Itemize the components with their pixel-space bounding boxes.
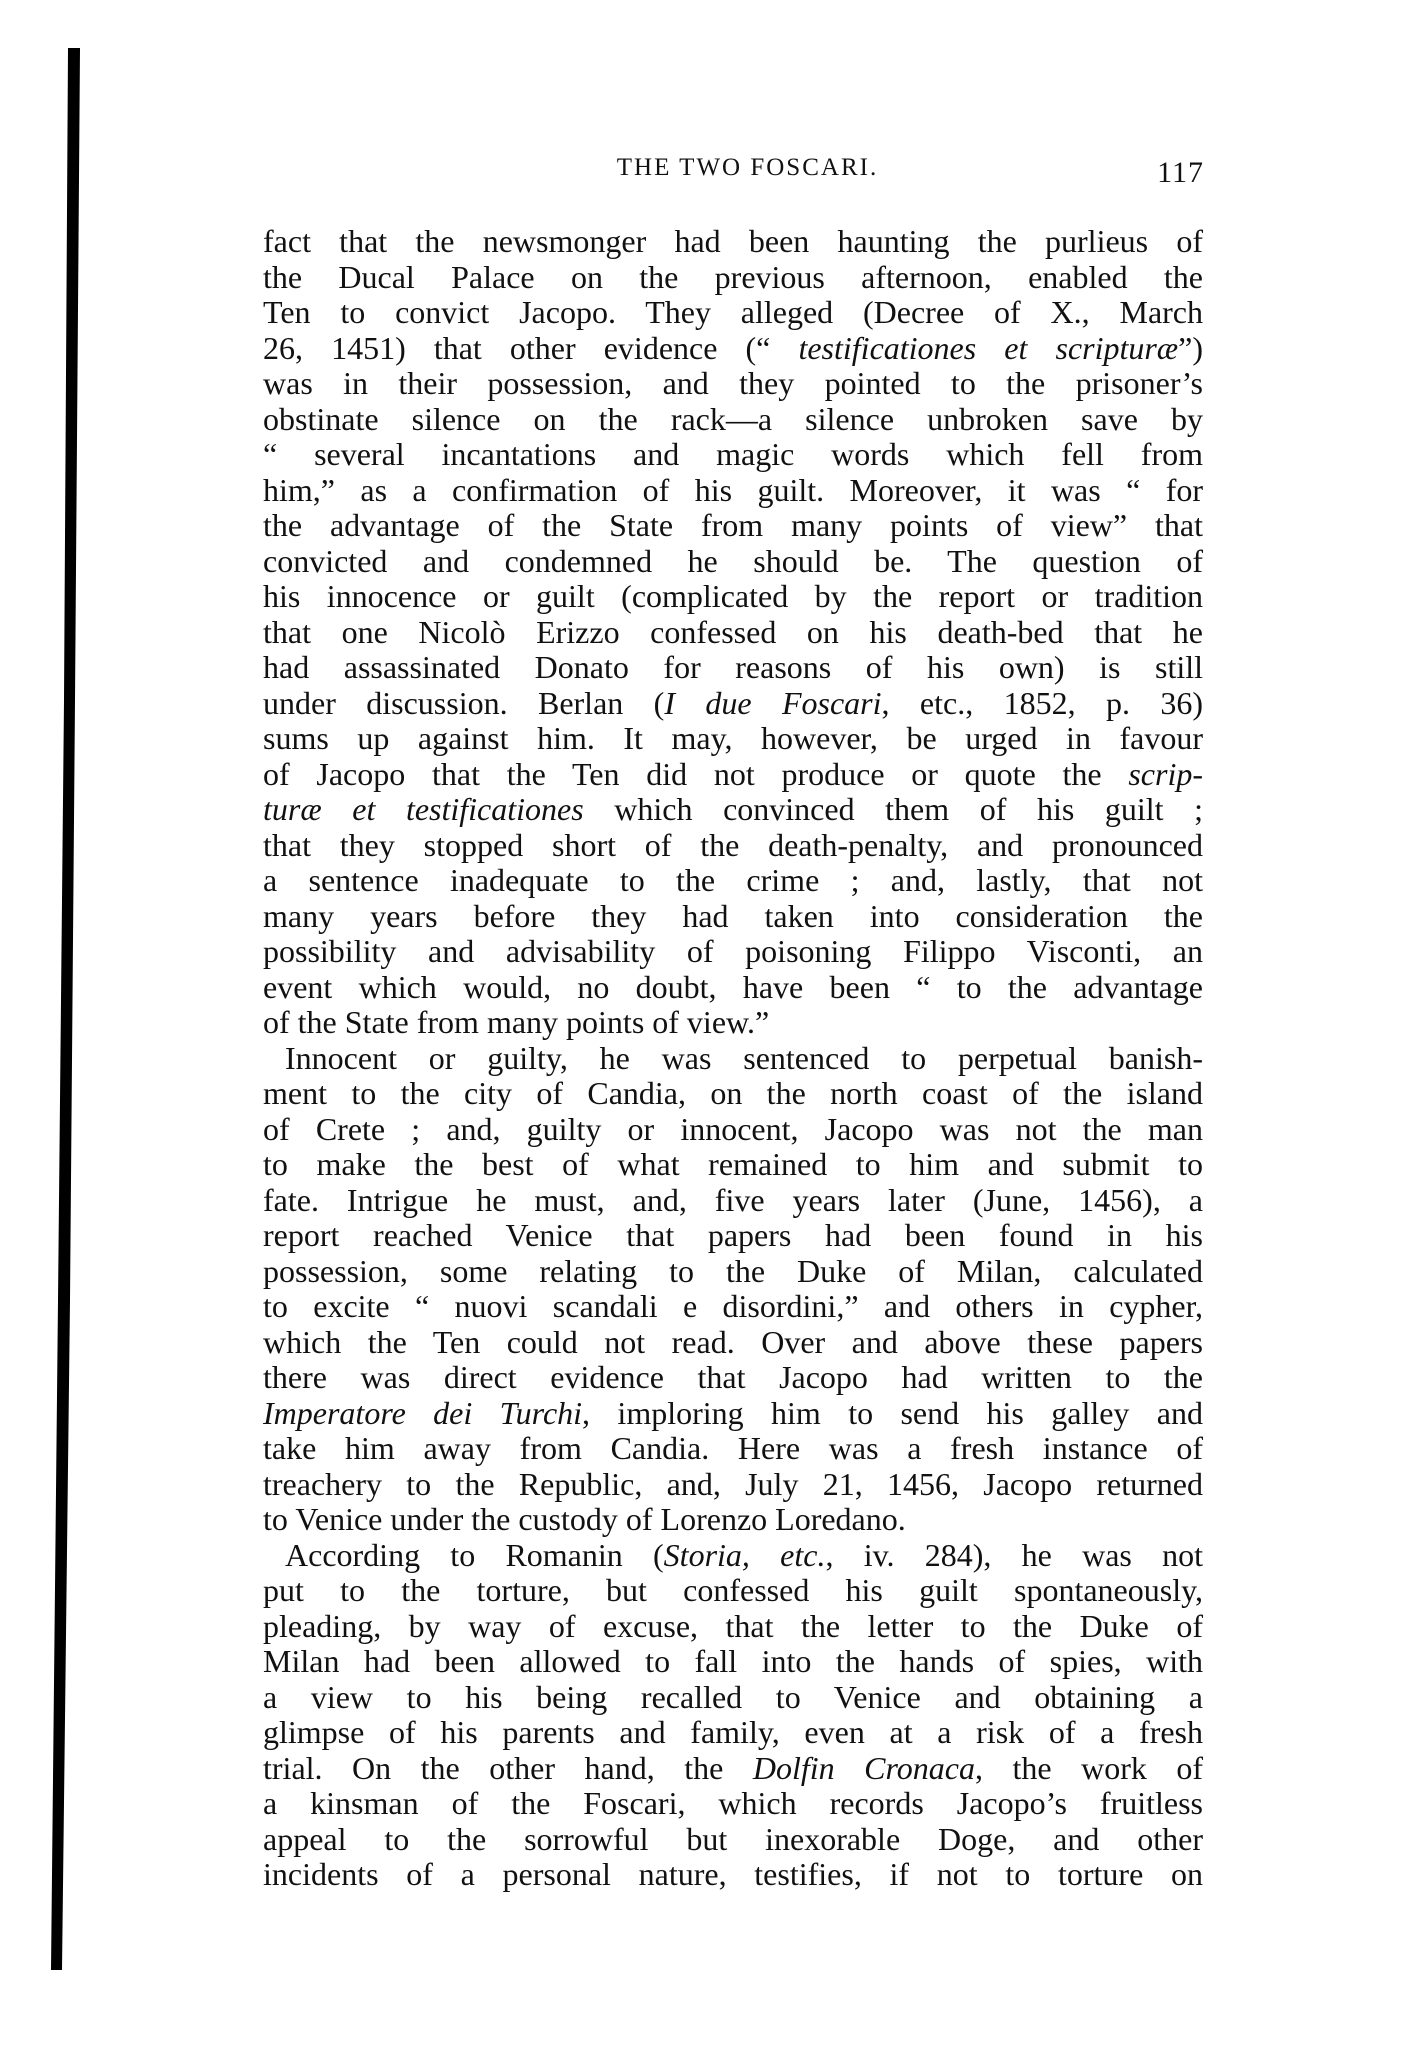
page-number: 117 bbox=[1157, 156, 1204, 189]
text-segment: was in their possession, and they pointed to the prisoner’s bbox=[263, 365, 1203, 401]
text-segment: the advantage of the State from many points of view” that bbox=[263, 507, 1203, 543]
text-line bbox=[263, 508, 1203, 544]
text-segment: of Crete ; and, guilty or innocent, Jacopo was not the man bbox=[263, 1110, 1203, 1147]
text-line bbox=[263, 1822, 1203, 1858]
text-line bbox=[263, 1396, 1203, 1432]
text-segment: to Venice under the custody of Lorenzo Loredano. bbox=[263, 1501, 906, 1537]
text-line bbox=[263, 1147, 1203, 1183]
text-segment: to excite “ nuovi scandali e disordini,” and others in cypher, bbox=[263, 1288, 1203, 1324]
text-line bbox=[263, 970, 1203, 1006]
page-binding-edge bbox=[0, 0, 120, 2063]
text-segment: take him away from Candia. Here was a fresh instance of bbox=[263, 1430, 1203, 1466]
text-segment: glimpse of his parents and family, even at a risk of a fresh bbox=[263, 1714, 1203, 1750]
text-segment: had assassinated Donato for reasons of his own) is still bbox=[263, 649, 1203, 685]
text-line bbox=[263, 1538, 1203, 1574]
text-segment: ”) bbox=[1178, 329, 1204, 366]
text-line bbox=[263, 260, 1203, 296]
text-line bbox=[263, 1751, 1203, 1787]
body-text bbox=[263, 224, 1203, 1893]
text-segment: event which would, no doubt, have been “ to the advantage bbox=[263, 968, 1203, 1005]
text-line bbox=[263, 650, 1203, 686]
text-line bbox=[263, 1076, 1203, 1112]
text-segment: his innocence or guilt (complicated by the report or tradition bbox=[263, 578, 1203, 614]
text-line bbox=[263, 1254, 1203, 1290]
text-segment: 26, 1451) that other evidence (“ bbox=[263, 329, 799, 366]
italic-text-segment: testificationes et scripturæ bbox=[798, 329, 1179, 366]
text-line bbox=[263, 686, 1203, 722]
text-line bbox=[263, 402, 1203, 438]
text-segment: fact that the newsmonger had been haunting the purlieus of bbox=[263, 223, 1203, 259]
text-segment: a kinsman of the Foscari, which records Jacopo’s fruitless bbox=[263, 1785, 1203, 1821]
text-line bbox=[263, 1005, 1203, 1041]
text-segment: ment to the city of Candia, on the north coast of the island bbox=[263, 1075, 1203, 1111]
text-line bbox=[263, 579, 1203, 615]
text-line bbox=[263, 828, 1203, 864]
text-line bbox=[263, 1644, 1203, 1680]
text-segment: , iv. 284), he was not bbox=[825, 1536, 1204, 1573]
text-segment: possibility and advisability of poisoning Filippo Visconti, an bbox=[263, 933, 1203, 969]
text-line bbox=[263, 1857, 1203, 1893]
text-segment: “ several incantations and magic words which fell from bbox=[263, 436, 1203, 472]
text-segment: of Jacopo that the Ten did not produce or quote the bbox=[263, 755, 1129, 792]
text-line bbox=[263, 473, 1203, 509]
italic-text-segment: Imperatore dei Turchi bbox=[263, 1394, 583, 1431]
text-segment: treachery to the Republic, and, July 21, 1456, Jacopo returned bbox=[263, 1465, 1203, 1502]
text-line bbox=[263, 934, 1203, 970]
text-line bbox=[263, 366, 1203, 402]
text-line bbox=[263, 1609, 1203, 1645]
italic-text-segment: Dolfin Cronaca bbox=[752, 1749, 975, 1786]
text-segment: sums up against him. It may, however, be urged in favour bbox=[263, 720, 1203, 756]
text-segment: which the Ten could not read. Over and above these papers bbox=[263, 1323, 1203, 1360]
text-segment: that one Nicolò Erizzo confessed on his death-bed that he bbox=[263, 613, 1203, 650]
text-segment: that they stopped short of the death-penalty, and pronounced bbox=[263, 826, 1203, 863]
text-line bbox=[263, 1289, 1203, 1325]
text-segment: obstinate silence on the rack—a silence unbroken save by bbox=[263, 400, 1203, 437]
text-line bbox=[263, 1431, 1203, 1467]
text-segment: report reached Venice that papers had been found in his bbox=[263, 1217, 1203, 1253]
text-segment: a sentence inadequate to the crime ; and, lastly, that not bbox=[263, 862, 1203, 898]
text-segment: Milan had been allowed to fall into the hands of spies, with bbox=[263, 1643, 1203, 1679]
text-segment: fate. Intrigue he must, and, five years later (June, 1456), a bbox=[263, 1181, 1203, 1218]
text-segment: there was direct evidence that Jacopo had written to the bbox=[263, 1359, 1203, 1395]
text-segment: convicted and condemned he should be. The question of bbox=[263, 542, 1203, 579]
text-line bbox=[263, 1360, 1203, 1396]
text-line bbox=[263, 863, 1203, 899]
text-segment: which convinced them of his guilt ; bbox=[583, 791, 1204, 827]
italic-text-segment: Storia, etc. bbox=[663, 1536, 826, 1573]
text-segment: put to the torture, but confessed his guilt spontaneously, bbox=[263, 1572, 1203, 1608]
text-line bbox=[263, 615, 1203, 651]
text-line bbox=[263, 331, 1203, 367]
text-segment: to make the best of what remained to him and submit to bbox=[263, 1146, 1203, 1182]
text-segment: many years before they had taken into consideration the bbox=[263, 897, 1203, 934]
text-line bbox=[263, 295, 1203, 331]
text-segment: possession, some relating to the Duke of Milan, calculated bbox=[263, 1252, 1203, 1289]
text-line bbox=[263, 1715, 1203, 1751]
text-line bbox=[263, 1680, 1203, 1716]
text-line bbox=[263, 437, 1203, 473]
text-line bbox=[263, 757, 1203, 793]
text-segment: pleading, by way of excuse, that the letter to the Duke of bbox=[263, 1607, 1203, 1644]
text-segment: incidents of a personal nature, testifies, if not to torture on bbox=[263, 1856, 1203, 1892]
text-line bbox=[263, 1218, 1203, 1254]
text-segment: him,” as a confirmation of his guilt. Moreover, it was “ for bbox=[263, 471, 1203, 508]
text-line bbox=[263, 1325, 1203, 1361]
text-segment: Ten to convict Jacopo. They alleged (Decree of X., March bbox=[263, 294, 1203, 330]
text-line bbox=[263, 1041, 1203, 1077]
text-segment: appeal to the sorrowful but inexorable Doge, and other bbox=[263, 1820, 1203, 1857]
italic-text-segment: I due Foscari bbox=[664, 684, 882, 721]
running-head-title: THE TWO FOSCARI. bbox=[616, 154, 879, 181]
text-segment: the Ducal Palace on the previous afternoon, enabled the bbox=[263, 258, 1203, 295]
text-segment: , imploring him to send his galley and bbox=[582, 1394, 1204, 1431]
text-line bbox=[263, 1183, 1203, 1219]
text-segment: under discussion. Berlan ( bbox=[263, 684, 665, 721]
text-line bbox=[263, 1786, 1203, 1822]
text-line bbox=[263, 721, 1203, 757]
italic-text-segment: scrip- bbox=[1128, 755, 1203, 792]
text-line bbox=[263, 1573, 1203, 1609]
text-line bbox=[263, 544, 1203, 580]
text-segment: Innocent or guilty, he was sentenced to perpetual banish- bbox=[285, 1039, 1203, 1076]
text-segment: trial. On the other hand, the bbox=[263, 1749, 753, 1786]
text-line bbox=[263, 1502, 1203, 1538]
text-segment: of the State from many points of view.” bbox=[263, 1004, 770, 1040]
text-line bbox=[263, 1112, 1203, 1148]
text-line bbox=[263, 224, 1203, 260]
text-segment: , the work of bbox=[974, 1749, 1204, 1786]
text-segment: According to Romanin ( bbox=[285, 1536, 664, 1573]
italic-text-segment: turæ et testificationes bbox=[263, 791, 584, 827]
text-segment: a view to his being recalled to Venice and obtaining a bbox=[263, 1678, 1203, 1715]
text-line bbox=[263, 899, 1203, 935]
text-segment: , etc., 1852, p. 36) bbox=[881, 684, 1204, 721]
text-line bbox=[263, 792, 1203, 828]
text-line bbox=[263, 1467, 1203, 1503]
